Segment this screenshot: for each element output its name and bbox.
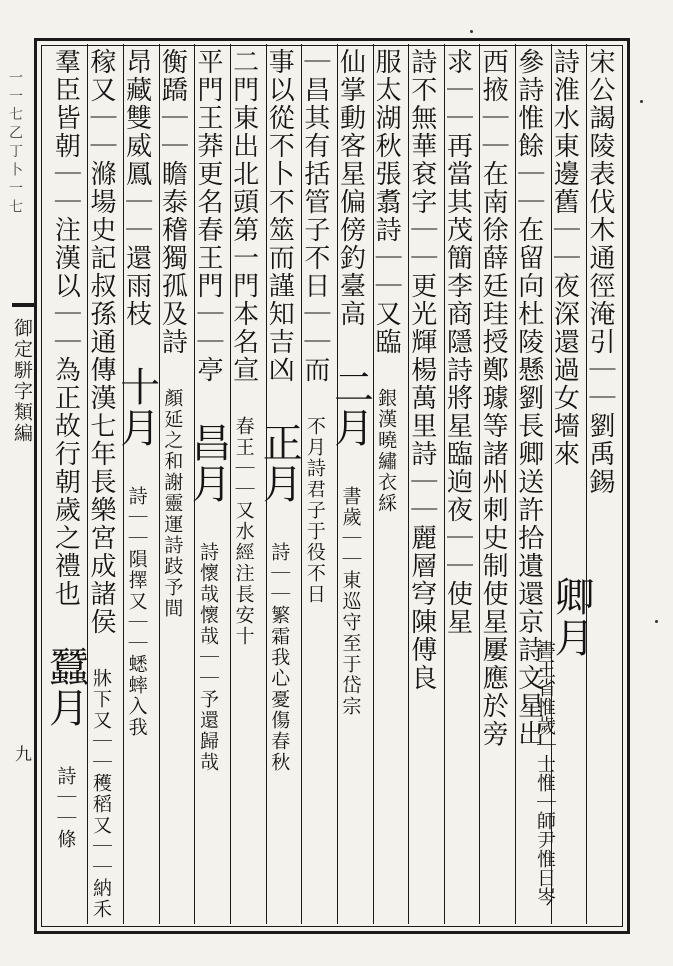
- annotation-text: 書王省惟歲｜士惟｜師尹惟日岑: [534, 640, 556, 906]
- column-text: 仙掌動客星偏傍釣臺高: [335, 48, 366, 328]
- month-heading: 卿月: [548, 576, 594, 658]
- column-text: 稼又｜｜滌場史記叔孫通傳漢七年長樂宮成諸侯: [86, 48, 117, 636]
- column-text: 服太湖秋張翥詩｜｜又臨: [371, 48, 402, 356]
- text-column: [479, 44, 515, 924]
- annotation-text: 詩｜｜隕擇又｜｜蟋蟀入我: [125, 486, 148, 738]
- annotation-text: 牀下又｜｜穫稻又｜｜納禾: [90, 668, 113, 920]
- column-text: 昂藏雙威鳳｜｜還雨枝: [121, 48, 152, 328]
- column-text: ｜昌其有括管子不日｜｜而: [299, 48, 330, 384]
- column-text: 詩淮水東邊舊｜｜夜深還過女墻來: [549, 48, 580, 468]
- annotation-text: 不月詩君子于役不日: [303, 416, 326, 605]
- annotation-text: 顏延之和謝靈運詩跂予間: [161, 388, 184, 619]
- margin-ghost-text: 一 一 七 乙 丁 卜 一 七: [7, 70, 23, 214]
- folio-number: 九: [11, 745, 31, 762]
- text-column: [256, 44, 303, 924]
- text-column: [184, 44, 231, 924]
- fish-tail-mark: [12, 285, 36, 307]
- text-column: [113, 44, 160, 924]
- month-heading: 昌月: [184, 422, 231, 504]
- column-text: 參詩惟餘｜｜在留向杜陵懸劉長卿送許拾遺還京詩文星出: [513, 48, 544, 748]
- annotation-text: 書歲｜｜東巡守至于岱宗: [339, 486, 362, 717]
- column-text: 宋公謁陵表伐木通徑淹引｜｜劉禹錫: [585, 48, 615, 496]
- left-margin: [2, 40, 30, 900]
- annotation-text: 詩懷哉懷哉｜｜予還歸哉: [196, 542, 219, 773]
- ink-speck: [640, 100, 643, 103]
- text-column: [586, 44, 622, 924]
- text-column: [444, 44, 480, 924]
- text-column: [230, 44, 266, 924]
- text-column: [327, 44, 374, 924]
- column-text: 羣臣皆朝｜｜注漢以｜｜為正故行朝歲之禮也: [50, 48, 81, 608]
- month-heading: 二月: [327, 366, 374, 448]
- text-column: [301, 44, 337, 924]
- text-column: [87, 44, 123, 924]
- ink-speck: [655, 620, 658, 623]
- column-text: 詩不無華袞字｜｜更光輝楊萬里詩｜｜麗層穹陳傅良: [406, 48, 437, 692]
- ink-speck: [470, 30, 473, 33]
- column-text: 事以從不卜不筮而謹知吉凶: [264, 48, 295, 384]
- column-text: 西掖｜｜在南徐薛廷珪授鄭璩等諸州刺史制使星屢應於旁: [478, 48, 509, 748]
- column-text: 求｜｜再當其茂簡李商隱詩將星臨逈夜｜｜使星: [442, 48, 473, 636]
- text-column: [408, 44, 444, 924]
- annotation-text: 詩｜｜條: [54, 766, 77, 850]
- text-column: [42, 44, 89, 924]
- annotation-text: 銀漢曉繡衣綵: [375, 388, 398, 514]
- text-column: [159, 44, 195, 924]
- annotation-text: 春王｜｜又水經注長安十: [232, 416, 255, 647]
- book-title: 御定駢字類編: [11, 318, 33, 444]
- month-heading: 蠶月: [42, 646, 89, 728]
- month-heading: 十月: [113, 366, 160, 448]
- text-column: [373, 44, 409, 924]
- column-text: 二門東出北頭第一門本名宣: [228, 48, 259, 384]
- column-text: 平門王莽更名春王門｜｜亭: [192, 48, 223, 384]
- annotation-text: 詩｜｜繁霜我心憂傷春秋: [268, 542, 291, 773]
- column-text: 衡蹻｜｜瞻泰稽獨孤及詩: [157, 48, 188, 356]
- month-heading: 正月: [256, 422, 303, 504]
